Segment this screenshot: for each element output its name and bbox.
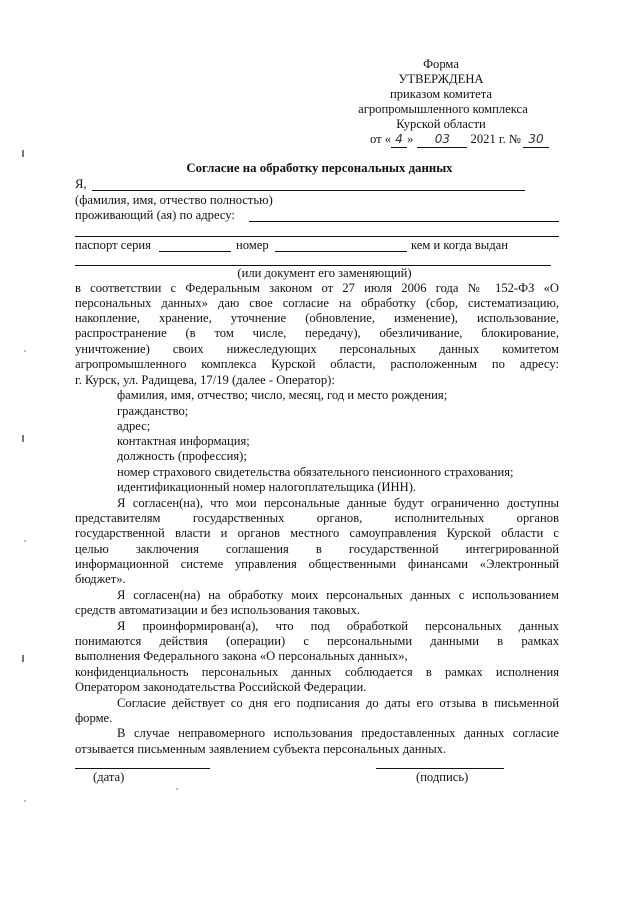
scan-mark: [22, 655, 24, 662]
doc-hint: (или документ его заменяющий): [237, 266, 412, 280]
scan-mark: [22, 150, 24, 157]
list-item: контактная информация;: [117, 434, 250, 448]
list-item: должность (профессия);: [117, 449, 247, 463]
date-field[interactable]: [75, 768, 210, 769]
address-field[interactable]: [249, 221, 559, 222]
header-line1: приказом комитета: [390, 87, 492, 101]
issued-by-label: кем и когда выдан: [411, 238, 509, 252]
scan-dot: [24, 350, 26, 352]
header-approved: УТВЕРЖДЕНА: [398, 72, 484, 86]
number-value: 30: [523, 132, 549, 148]
p3-line: средств автоматизации и без использования таковых.: [75, 603, 360, 617]
list-item: гражданство;: [117, 404, 189, 418]
passport-number-field[interactable]: [275, 251, 407, 252]
p1-line: г. Курск, ул. Радищева, 17/19 (далее - Оператор):: [75, 373, 335, 387]
list-item: фамилия, имя, отчество; число, месяц, год и место рождения;: [117, 388, 448, 402]
p4-line: Оператором законодательства Российской Федерации.: [75, 680, 367, 694]
p1-line: распространение (в том числе, передачу), обезличивание, блокирование,: [75, 326, 559, 340]
passport-series-label: паспорт серия: [75, 238, 151, 252]
p2-line: целью заключения соглашения в государственной интегрированной: [75, 542, 559, 556]
scan-mark: [22, 435, 24, 442]
p1-line: агропромышленного комплекса Курской области, расположенным по адресу:: [75, 357, 559, 371]
p6-line: отзывается письменным заявлением субъекта персональных данных.: [75, 742, 447, 756]
date-label: (дата): [93, 770, 125, 784]
p5-line: форме.: [75, 711, 113, 725]
scan-dot: [24, 800, 26, 802]
p4-line: Я проинформирован(а), что под обработкой персональных данных: [117, 619, 559, 633]
header-form: Форма: [423, 57, 459, 71]
scan-dot: [24, 540, 26, 542]
p1-line: уничтожение) своих нижеследующих персональных данных комитетом: [75, 342, 559, 356]
p6-line: В случае неправомерного использования предоставленных данных согласие: [117, 726, 559, 740]
document-title: Согласие на обработку персональных данных: [186, 161, 453, 175]
fio-hint: (фамилия, имя, отчество полностью): [75, 193, 273, 207]
passport-series-field[interactable]: [159, 251, 231, 252]
p2-line: Я согласен(на), что мои персональные данные будут ограниченно доступны: [117, 496, 559, 510]
header-date-line: от « 4 » 03 2021 г. № 30: [370, 132, 549, 148]
p4-line: понимаются действия (операции) с персональными данными в рамках: [75, 634, 559, 648]
day-value: 4: [391, 132, 407, 148]
list-item: адрес;: [117, 419, 151, 433]
p1-line: накопление, хранение, уточнение (обновление, изменение), использование,: [75, 311, 559, 325]
p2-line: представителям государственных органов, исполнительных органов: [75, 511, 559, 525]
fio-field[interactable]: [92, 190, 525, 191]
p1-line: персональных данных» даю свое согласие на обработку (сбор, систематизацию,: [75, 296, 559, 310]
signature-field[interactable]: [376, 768, 504, 769]
p2-line: информационной системе управления общественными финансами «Электронный: [75, 557, 559, 571]
p1-line: в соответствии с Федеральным законом от 27 июля 2006 года № 152-ФЗ «О: [75, 281, 559, 295]
p5-line: Согласие действует со дня его подписания до даты его отзыва в письменной: [117, 696, 559, 710]
p3-line: Я согласен(на) на обработку моих персональных данных с использованием: [117, 588, 559, 602]
list-item: идентификационный номер налогоплательщика (ИНН).: [117, 480, 417, 494]
p2-line: государственной власти и органов местного самоуправления Курской области с: [75, 526, 559, 540]
passport-number-label: номер: [236, 238, 269, 252]
p4-line: выполнения Федерального закона «О персональных данных»,: [75, 649, 408, 663]
signature-label: (подпись): [416, 770, 469, 784]
address-field-2[interactable]: [75, 236, 559, 237]
list-item: номер страхового свидетельства обязательного пенсионного страхования;: [117, 465, 514, 479]
p4-line: конфиденциальность персональных данных соблюдается в рамках исполнения: [75, 665, 559, 679]
scan-dot: [176, 788, 178, 790]
header-line2: агропромышленного комплекса: [358, 102, 528, 116]
address-label: проживающий (ая) по адресу:: [75, 208, 235, 222]
header-line3: Курской области: [396, 117, 486, 131]
month-value: 03: [417, 132, 467, 148]
p2-line: бюджет».: [75, 572, 126, 586]
i-label: Я,: [75, 177, 87, 191]
